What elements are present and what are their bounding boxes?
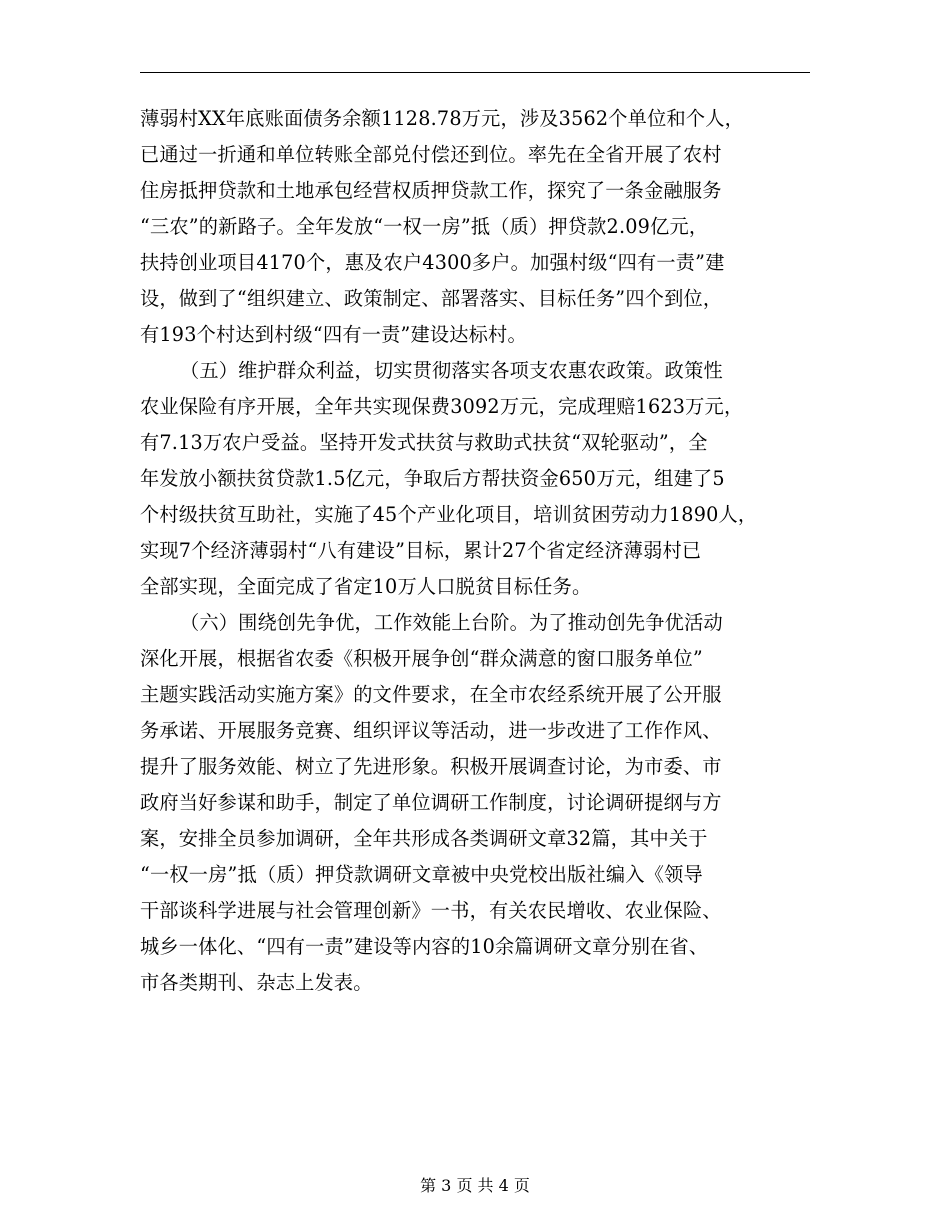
header-rule (140, 72, 810, 73)
text-line: 农业保险有序开展，全年共实现保费3092万元，完成理赔1623万元， (140, 395, 744, 418)
text-line: 政府当好参谋和助手，制定了单位调研工作制度，讨论调研提纲与方 (140, 791, 722, 814)
text-line: 扶持创业项目4170个，惠及农户4300多户。加强村级“四有一责”建 (140, 251, 725, 274)
text-line: 设，做到了“组织建立、政策制定、部署落实、目标任务”四个到位， (140, 287, 723, 310)
text-line: 有7.13万农户受益。坚持开发式扶贫与救助式扶贫“双轮驱动”，全 (140, 431, 708, 454)
text-line: “一权一房”抵（质）押贷款调研文章被中央党校出版社编入《领导 (140, 863, 703, 886)
paragraph-heading-line: （六）围绕创先争优，工作效能上台阶。为了推动创先争优活动 (180, 611, 723, 634)
text-line: 提升了服务效能、树立了先进形象。积极开展调查讨论，为市委、市 (140, 755, 722, 778)
text-line: 住房抵押贷款和土地承包经营权质押贷款工作，探究了一条金融服务 (140, 179, 722, 202)
text-line: 薄弱村XX年底账面债务余额1128.78万元，涉及3562个单位和个人， (140, 107, 745, 130)
paragraph-6 (140, 605, 830, 1001)
text-line: “三农”的新路子。全年发放“一权一房”抵（质）押贷款2.09亿元， (140, 215, 709, 238)
text-line: 案，安排全员参加调研，全年共形成各类调研文章32篇，其中关于 (140, 827, 708, 850)
text-line: 干部谈科学进展与社会管理创新》一书，有关农民增收、农业保险、 (140, 899, 722, 922)
body-text (140, 101, 830, 1001)
page-number-footer: 第 3 页 共 4 页 (420, 1176, 530, 1195)
text-line: 实现7个经济薄弱村“八有建设”目标，累计27个省定经济薄弱村已 (140, 539, 702, 562)
text-line: 主题实践活动实施方案》的文件要求，在全市农经系统开展了公开服 (140, 683, 722, 706)
paragraph-1 (140, 101, 830, 353)
text-line: 城乡一体化、“四有一责”建设等内容的10余篇调研文章分别在省、 (140, 935, 709, 958)
paragraph-heading-line: （五）维护群众利益，切实贯彻落实各项支农惠农政策。政策性 (180, 359, 723, 382)
text-line: 市各类期刊、杂志上发表。 (140, 971, 373, 994)
text-line: 全部实现，全面完成了省定10万人口脱贫目标任务。 (140, 575, 592, 598)
text-line: 已通过一折通和单位转账全部兑付偿还到位。率先在全省开展了农村 (140, 143, 722, 166)
text-line: 年发放小额扶贫贷款1.5亿元，争取后方帮扶资金650万元，组建了5 (140, 467, 725, 490)
text-line: 个村级扶贫互助社，实施了45个产业化项目，培训贫困劳动力1890人， (140, 503, 758, 526)
paragraph-5 (140, 353, 830, 605)
text-line: 深化开展，根据省农委《积极开展争创“群众满意的窗口服务单位” (140, 647, 703, 670)
text-line: 有193个村达到村级“四有一责”建设达标村。 (140, 323, 527, 346)
text-line: 务承诺、开展服务竞赛、组织评议等活动，进一步改进了工作作风、 (140, 719, 722, 742)
